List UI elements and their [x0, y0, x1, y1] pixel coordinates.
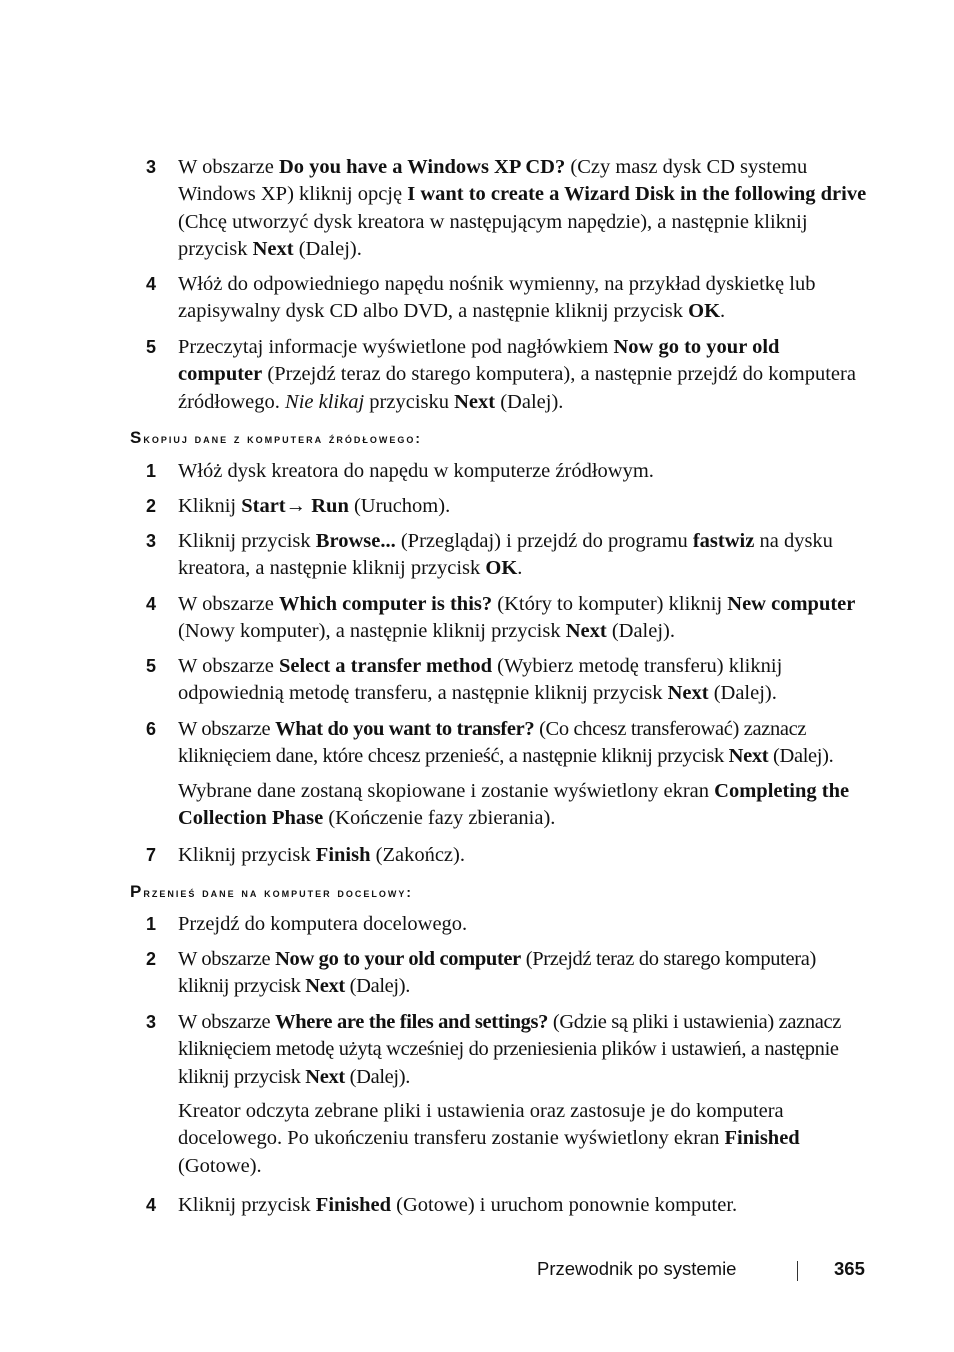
text-run: (Uruchom).	[348, 495, 451, 517]
step-3	[146, 154, 868, 263]
step-number: 6	[146, 719, 156, 739]
bold-text: What do you want to transfer?	[275, 718, 535, 740]
text-run: W obszarze	[178, 593, 279, 615]
step-5	[146, 653, 868, 708]
step-3	[146, 1009, 868, 1091]
text-run: (Dalej).	[495, 390, 564, 413]
bold-text: OK	[688, 300, 721, 323]
text-run: (Który to komputer) kliknij	[492, 593, 728, 615]
bold-text: fastwiz	[692, 530, 755, 552]
text-run: (Czy masz dysk CD systemu Windows XP) kliknij opcję	[178, 156, 808, 206]
bold-text: I want to create a Wizard Disk in the following drive	[407, 183, 867, 206]
text-run: (Nowy komputer), a następnie kliknij przycisk	[178, 620, 566, 643]
step-2	[146, 493, 868, 520]
step-text	[178, 913, 467, 935]
step-number: 4	[146, 1195, 157, 1215]
bold-text: Next	[252, 237, 294, 260]
step-text	[178, 273, 815, 322]
step-text	[178, 1194, 737, 1216]
text-run: (Chcę utworzyć dysk kreatora w następującym napędzie), a następnie kliknij przycisk	[178, 210, 808, 260]
bold-text: Finished	[315, 1194, 391, 1216]
step-text	[178, 460, 654, 482]
bold-text: Completing the Collection Phase	[178, 780, 850, 830]
text-run: Włóż dysk kreatora do napędu w komputerze źródłowym.	[178, 460, 654, 482]
text-run: przycisku	[364, 390, 455, 413]
text-run: Przejdź do komputera docelowego.	[178, 913, 468, 935]
step-5	[146, 334, 868, 416]
step-number: 3	[146, 1012, 156, 1032]
bold-text: Next	[305, 1065, 345, 1088]
step-7	[146, 842, 868, 869]
step-3	[146, 528, 868, 583]
bold-text: Now go to your old computer	[178, 336, 780, 386]
text-run: W obszarze	[178, 156, 279, 178]
step-text	[178, 336, 856, 413]
bold-text: Which computer is this?	[278, 593, 493, 615]
text-run: (Gotowe).	[178, 1154, 262, 1177]
step-number: 7	[146, 845, 157, 865]
text-run: Kliknij przycisk	[178, 844, 316, 866]
text-run: W obszarze	[178, 718, 276, 740]
text-run: .	[517, 557, 523, 580]
text-run: (Dalej).	[344, 975, 411, 998]
bold-text: Next	[728, 745, 769, 768]
bold-text: OK	[485, 557, 518, 580]
text-run: Przeczytaj informacje wyświetlone pod nagłówkiem	[178, 336, 614, 358]
text-run: (Gotowe) i uruchom ponownie komputer.	[391, 1194, 738, 1216]
step-number: 5	[146, 656, 157, 676]
text-run: (Kończenie fazy zbierania).	[323, 807, 556, 830]
step-number: 3	[146, 531, 157, 551]
step-text	[178, 1011, 841, 1088]
step-text	[178, 655, 782, 704]
bold-text: Next	[454, 390, 496, 413]
step-4	[146, 591, 868, 646]
bold-text: Select a transfer method	[278, 655, 493, 677]
text-run: (Dalej).	[344, 1065, 411, 1088]
step-number: 2	[146, 496, 157, 516]
text-run: W obszarze	[178, 948, 276, 970]
bold-text: Browse...	[315, 530, 396, 552]
bold-text: Finish	[315, 844, 371, 866]
bold-text: Where are the files and settings?	[275, 1011, 549, 1033]
text-run: (Dalej).	[293, 237, 362, 260]
note-text	[178, 780, 849, 829]
footer-title: Przewodnik po systemie	[537, 1258, 737, 1279]
step-1	[146, 458, 868, 485]
note-text	[178, 1100, 800, 1177]
step-2	[146, 946, 868, 1001]
bold-text: Next	[667, 682, 709, 705]
step-note	[178, 1098, 868, 1180]
text-run: (Zakończ).	[370, 844, 465, 866]
italic-text: Nie klikaj	[285, 390, 365, 413]
text-run: Kliknij przycisk	[178, 1194, 316, 1216]
section-heading-copy-source: Skopiuj dane z komputera źródłowego:	[130, 428, 422, 447]
bold-text: Finished	[724, 1127, 800, 1150]
step-number: 1	[146, 914, 157, 934]
step-number: 3	[146, 157, 157, 177]
text-run: (Wybierz metodę transferu) kliknij odpowiednią metodę transferu, a następnie kliknij przycisk	[178, 655, 783, 705]
text-run: Wybrane dane zostaną skopiowane i zostanie wyświetlony ekran	[178, 780, 715, 802]
step-number: 2	[146, 949, 156, 969]
step-text	[178, 593, 855, 642]
text-run: (Co chcesz transferować) zaznacz kliknięciem dane, które chcesz przenieść, a następnie kliknij przycisk	[178, 718, 807, 768]
text-run: na dysku kreatora, a następnie kliknij przycisk	[178, 530, 833, 580]
text-run: (Dalej).	[606, 620, 675, 643]
bold-text: Now go to your old computer	[275, 948, 521, 970]
footer-divider	[797, 1261, 798, 1281]
text-run: (Dalej).	[768, 745, 834, 768]
page-number: 365	[834, 1258, 865, 1279]
step-4	[146, 271, 868, 326]
step-text	[178, 718, 833, 767]
step-4	[146, 1192, 868, 1219]
step-1	[146, 911, 868, 938]
step-number: 5	[146, 337, 157, 357]
step-note	[178, 778, 868, 833]
bold-text: Run	[311, 495, 349, 517]
text-run: Kreator odczyta zebrane pliki i ustawienia oraz zastosuje je do komputera docelowego. Po ukończeniu transferu zostanie wyświetlony ekran	[178, 1100, 784, 1150]
text-run: W obszarze	[178, 655, 279, 677]
step-text	[178, 948, 816, 997]
section-heading-transfer-target: Przenieś dane na komputer docelowy:	[130, 882, 413, 901]
text-run: →	[285, 495, 312, 517]
text-run: Włóż do odpowiedniego napędu nośnik wymienny, na przykład dyskietkę lub zapisywalny dysk CD albo DVD, a następnie kliknij przycisk	[178, 273, 816, 323]
step-text	[178, 156, 866, 260]
text-run: (Gdzie są pliki i ustawienia) zaznacz kliknięciem metodę użytą wcześniej do przeniesienia plików i ustawień, a następnie kliknij przycisk	[178, 1011, 841, 1088]
step-number: 1	[146, 461, 157, 481]
text-run: .	[720, 300, 726, 323]
text-run: (Przejdź teraz do starego komputera), a następnie przejdź do komputera źródłowego.	[178, 363, 856, 413]
text-run: Kliknij przycisk	[178, 530, 316, 552]
text-run: (Przejdź teraz do starego komputera) kliknij przycisk	[178, 948, 816, 998]
text-run: Kliknij	[178, 495, 242, 517]
step-text	[178, 530, 833, 579]
step-number: 4	[146, 274, 157, 294]
bold-text: Do you have a Windows XP CD?	[278, 156, 566, 178]
step-6	[146, 716, 868, 771]
text-run: W obszarze	[178, 1011, 276, 1033]
bold-text: Start	[241, 495, 286, 517]
text-run: (Dalej).	[708, 682, 777, 705]
bold-text: Next	[565, 620, 607, 643]
step-text	[178, 495, 450, 517]
bold-text: New computer	[727, 593, 856, 615]
bold-text: Next	[305, 975, 345, 998]
text-run: (Przeglądaj) i przejdź do programu	[395, 530, 693, 552]
step-text	[178, 844, 465, 866]
step-number: 4	[146, 594, 157, 614]
